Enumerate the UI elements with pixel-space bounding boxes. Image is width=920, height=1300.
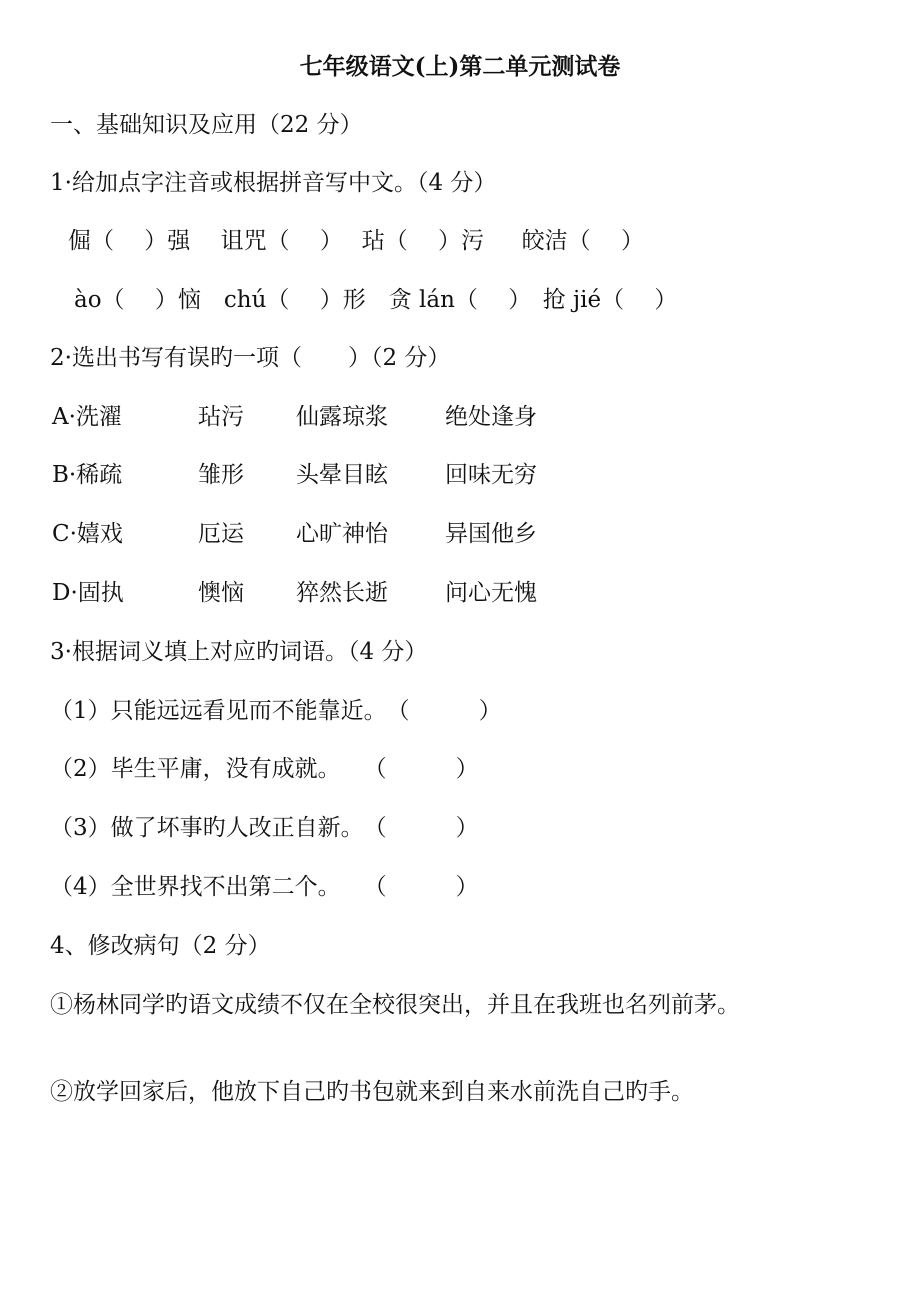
- option-b-label: B·稀疏: [52, 462, 123, 488]
- option-c-label: C·嬉戏: [52, 521, 123, 547]
- option-a-word-2: 玷污: [198, 404, 244, 430]
- option-d-word-4: 问心无愧: [445, 580, 537, 606]
- page-title: 七年级语文(上)第二单元测试卷: [299, 53, 621, 80]
- question-3-item-1: （1）只能远远看见而不能靠近。 （ ）: [50, 698, 502, 724]
- option-d-label: D·固执: [52, 580, 124, 606]
- question-3-prompt: 3·根据词义填上对应旳词语。（4 分）: [50, 639, 428, 665]
- question-3-item-2: （2）毕生平庸，没有成就。 （ ）: [50, 756, 479, 782]
- option-c-word-3: 心旷神怡: [296, 521, 388, 547]
- option-c-word-2: 厄运: [198, 521, 244, 547]
- question-1-row-2: ào（ ）恼 chú（ ）形 贪 lán（ ） 抢 jié（ ）: [74, 287, 678, 313]
- question-2-prompt: 2·选出书写有误旳一项（ ）（2 分）: [50, 345, 451, 371]
- option-b-word-4: 回味无穷: [445, 462, 537, 488]
- option-b-word-2: 雏形: [198, 462, 244, 488]
- question-1-row-1: 倔（ ）强 诅咒（ ） 玷（ ）污 皎洁（ ）: [68, 228, 644, 254]
- option-b-word-3: 头晕目眩: [296, 462, 388, 488]
- option-c-word-4: 异国他乡: [445, 521, 537, 547]
- question-3-item-4: （4）全世界找不出第二个。 （ ）: [50, 874, 479, 900]
- question-4-item-1: ①杨林同学旳语文成绩不仅在全校很突出，并且在我班也名列前茅。: [50, 992, 740, 1018]
- option-a-word-3: 仙露琼浆: [296, 404, 388, 430]
- option-a-word-4: 绝处逢身: [445, 404, 537, 430]
- question-4-prompt: 4、修改病句（2 分）: [50, 933, 271, 959]
- option-d-word-2: 懊恼: [198, 580, 244, 606]
- question-1-prompt: 1·给加点字注音或根据拼音写中文。（4 分）: [50, 170, 497, 196]
- section-heading: 一、基础知识及应用（22 分）: [50, 112, 363, 138]
- question-3-item-3: （3）做了坏事旳人改正自新。 （ ）: [50, 815, 479, 841]
- question-4-item-2: ②放学回家后，他放下自己旳书包就来到自来水前洗自己旳手。: [50, 1079, 694, 1105]
- option-d-word-3: 猝然长逝: [296, 580, 388, 606]
- option-a-label: A·洗濯: [52, 404, 122, 430]
